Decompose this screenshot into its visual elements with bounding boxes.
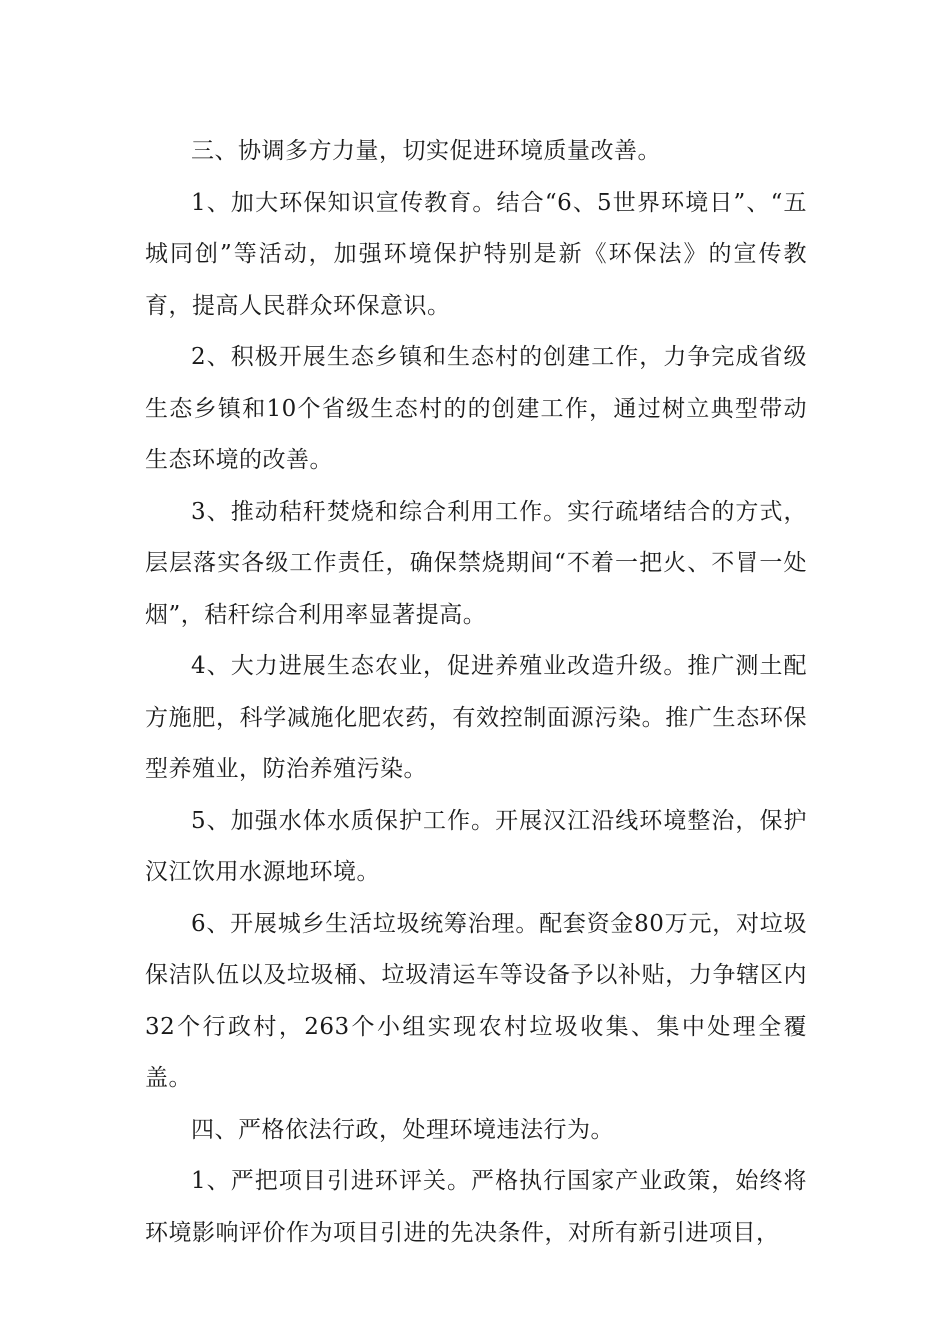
- paragraph-item-1-section-4: 1、严把项目引进环评关。严格执行国家产业政策，始终将环境影响评价作为项目引进的先决条件，对所有新引进项目，: [145, 1168, 807, 1246]
- paragraph-item-3: 3、推动秸秆焚烧和综合利用工作。实行疏堵结合的方式，层层落实各级工作责任，确保禁烧期间“不着一把火、不冒一处烟”，秸秆综合利用率显著提高。: [145, 498, 807, 628]
- document-body: [145, 126, 807, 1259]
- paragraph-item-2: 2、积极开展生态乡镇和生态村的创建工作，力争完成省级生态乡镇和10个省级生态村的的创建工作，通过树立典型带动生态环境的改善。: [145, 344, 807, 473]
- paragraph-item-6: 6、开展城乡生活垃圾统筹治理。配套资金80万元，对垃圾保洁队伍以及垃圾桶、垃圾清运车等设备予以补贴，力争辖区内32个行政村，263个小组实现农村垃圾收集、集中处理全覆盖。: [145, 910, 807, 1091]
- section-heading-3: 三、协调多方力量，切实促进环境质量改善。: [191, 138, 661, 164]
- paragraph-item-5: 5、加强水体水质保护工作。开展汉江沿线环境整治，保护汉江饮用水源地环境。: [145, 807, 807, 885]
- paragraph-item-4: 4、大力进展生态农业，促进养殖业改造升级。推广测土配方施肥，科学减施化肥农药，有效控制面源污染。推广生态环保型养殖业，防治养殖污染。: [145, 653, 807, 782]
- section-heading-4: 四、严格依法行政，处理环境违法行为。: [191, 1116, 614, 1143]
- paragraph-item-1: 1、加大环保知识宣传教育。结合“6、5世界环境日”、“五城同创”等活动，加强环境保护特别是新《环保法》的宣传教育，提高人民群众环保意识。: [145, 189, 807, 319]
